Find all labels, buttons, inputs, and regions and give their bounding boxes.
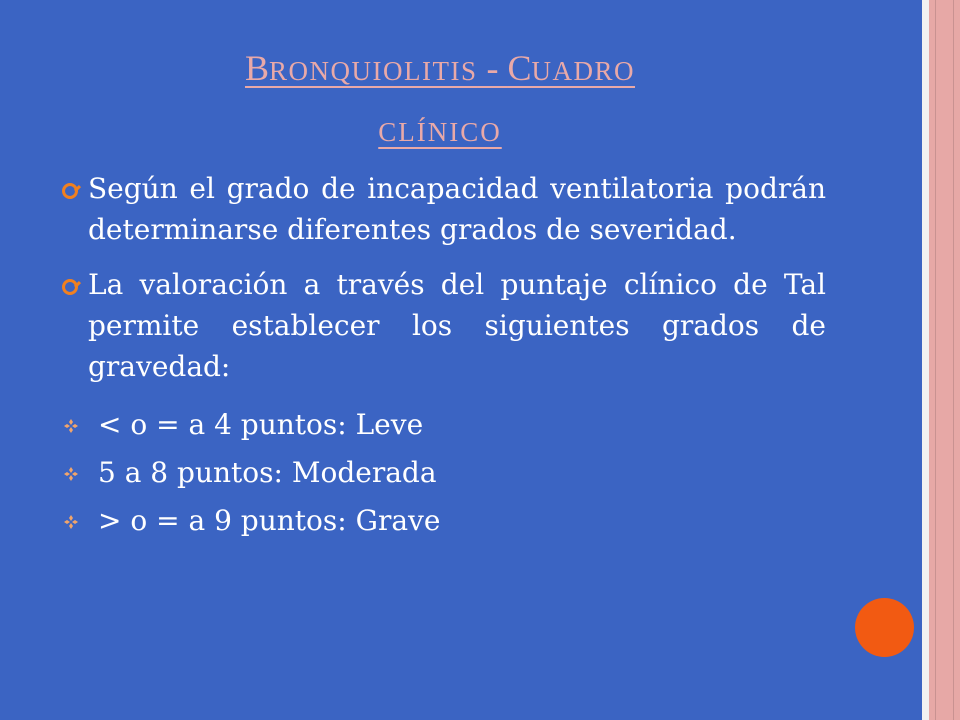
slide-title: [100, 40, 780, 165]
severity-item-text: 5 a 8 puntos: Moderada: [98, 456, 437, 489]
side-band-pink: [929, 0, 960, 720]
side-band-line: [953, 0, 954, 720]
diamond-cluster-icon: [64, 515, 76, 527]
title-initial-c: C: [507, 48, 532, 88]
orange-circle-decoration: [855, 598, 914, 657]
severity-item-grave: [62, 497, 826, 545]
orange-ring-bullet-icon: [62, 279, 78, 295]
title-word-cuadro: UADRO: [531, 56, 636, 86]
severity-item-leve: [62, 401, 826, 449]
paragraph-text: Según el grado de incapacidad ventilatoria podrán determinarse diferentes grados de severidad.: [88, 172, 826, 246]
paragraph-text: La valoración a través del puntaje clínico de Tal permite establecer los siguientes grados de gravedad:: [88, 268, 826, 383]
title-line-1: [100, 40, 780, 104]
severity-item-text: > o = a 9 puntos: Grave: [98, 504, 441, 537]
orange-ring-bullet-icon: [62, 183, 78, 199]
side-band-white: [922, 0, 929, 720]
title-line-2: [100, 104, 780, 165]
severity-item-moderada: [62, 449, 826, 497]
severity-item-text: < o = a 4 puntos: Leve: [98, 408, 424, 441]
title-separator: -: [477, 48, 508, 88]
diamond-cluster-icon: [64, 419, 76, 431]
title-word-bronquiolitis: RONQUIOLITIS: [269, 56, 478, 86]
side-band-line: [935, 0, 936, 720]
paragraph-2: [62, 264, 826, 387]
slide-body: [62, 168, 826, 545]
diamond-cluster-icon: [64, 467, 76, 479]
title-word-clinico: CLÍNICO: [378, 117, 502, 147]
paragraph-1: [62, 168, 826, 250]
title-initial-b: B: [244, 48, 269, 88]
